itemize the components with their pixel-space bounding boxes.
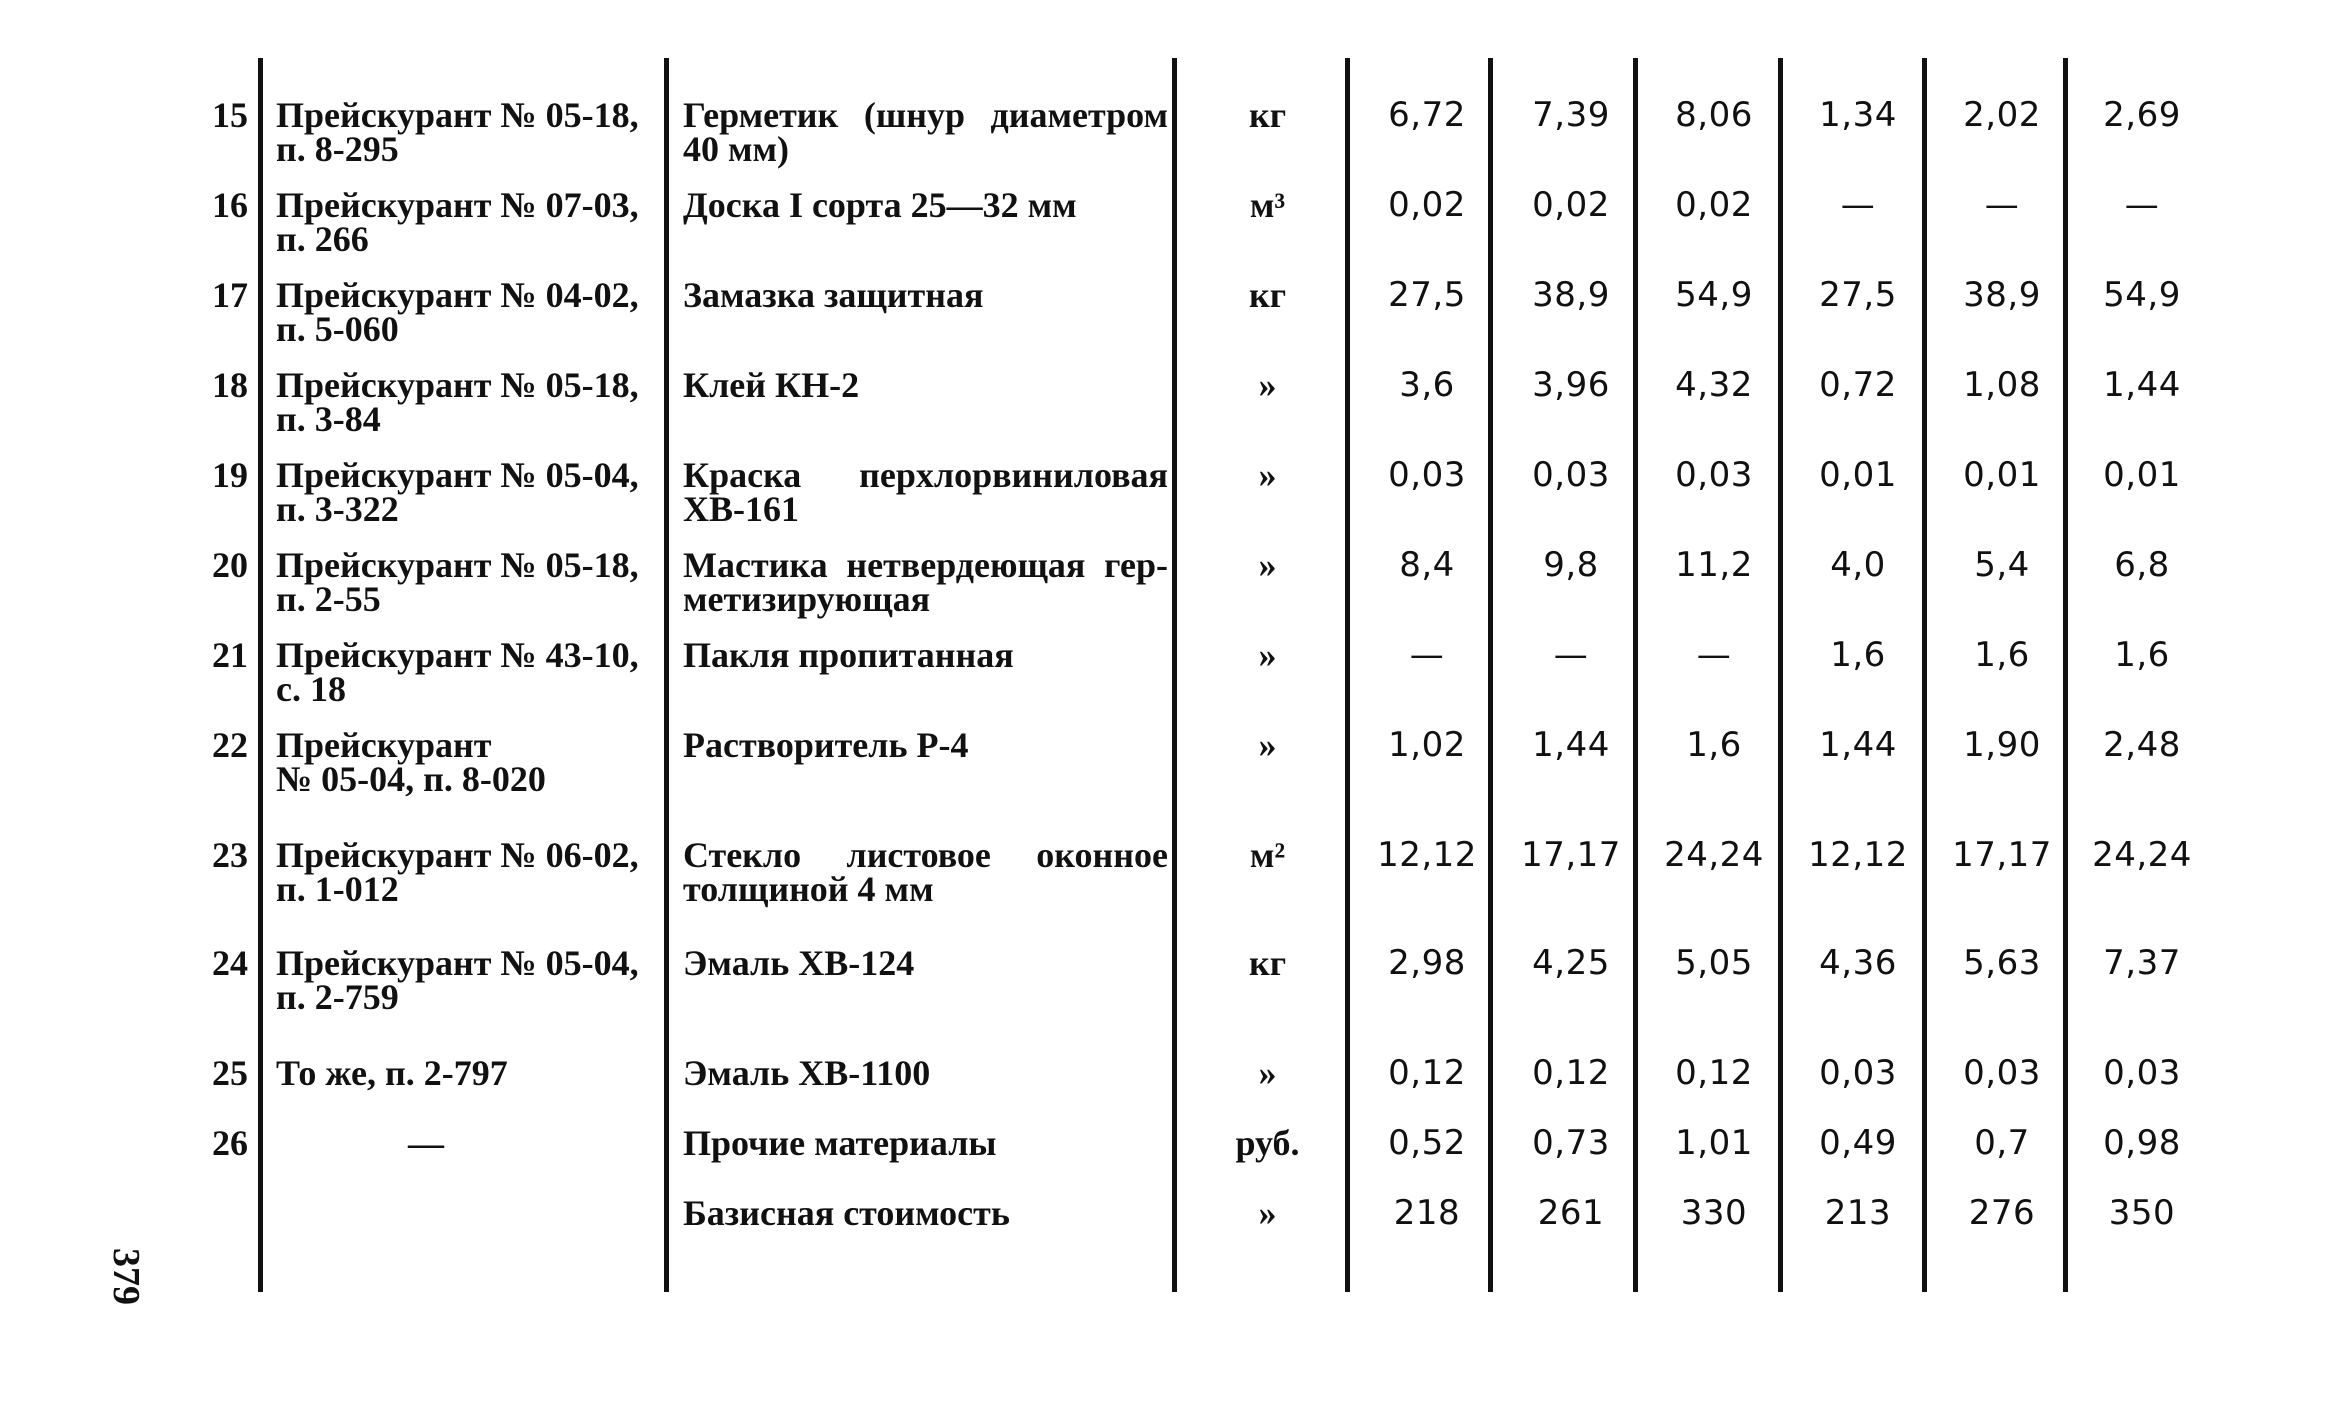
material-name xyxy=(683,455,1168,529)
value-cell: 2,48 xyxy=(2103,725,2181,765)
column-rule xyxy=(1488,58,1493,1292)
value-cell: 0,12 xyxy=(1532,1053,1610,1093)
row-number: 16 xyxy=(212,185,248,225)
value-cell: — xyxy=(1984,185,2020,225)
column-rule xyxy=(1778,58,1783,1292)
unit: руб. xyxy=(1235,1123,1300,1163)
value-cell: 0,03 xyxy=(2103,1053,2181,1093)
value-cell: 0,73 xyxy=(1532,1123,1610,1163)
value-cell: 9,8 xyxy=(1543,545,1599,585)
column-rule xyxy=(1172,58,1177,1292)
material-name xyxy=(683,185,1168,225)
price-list-reference-line: Прейскурант № 05-18, xyxy=(276,545,639,585)
value-cell: 2,98 xyxy=(1388,943,1466,983)
column-rule xyxy=(2063,58,2068,1292)
material-name xyxy=(683,725,1168,765)
price-list-reference-line: п. 8-295 xyxy=(276,129,399,169)
value-cell: 7,39 xyxy=(1532,95,1610,135)
value-cell: 0,02 xyxy=(1532,185,1610,225)
price-list-reference xyxy=(276,455,666,529)
price-list-reference-line: п. 5-060 xyxy=(276,309,399,349)
price-list-reference-line: Прейскурант № 43-10, xyxy=(276,635,639,675)
price-list-reference-line: Прейскурант xyxy=(276,725,492,765)
price-list-reference xyxy=(276,1123,666,1163)
value-cell: 350 xyxy=(2108,1193,2176,1233)
material-name-line: Пакля пропитанная xyxy=(683,635,1014,675)
value-cell: 17,17 xyxy=(1952,835,2052,875)
material-name xyxy=(683,365,1168,405)
value-cell: 54,9 xyxy=(1675,275,1753,315)
value-cell: 0,98 xyxy=(2103,1123,2181,1163)
material-name-line: Базисная стоимость xyxy=(683,1193,1010,1233)
unit: » xyxy=(1258,455,1277,495)
row-number: 18 xyxy=(212,365,248,405)
value-cell: 0,02 xyxy=(1388,185,1466,225)
material-name xyxy=(683,1193,1168,1233)
row-number: 17 xyxy=(212,275,248,315)
material-name-line: ХВ-161 xyxy=(683,489,799,529)
material-name-line: Краска перхлорвиниловая xyxy=(683,455,1168,495)
price-list-reference-line: п. 2-55 xyxy=(276,579,381,619)
value-cell: 17,17 xyxy=(1521,835,1621,875)
value-cell: 0,72 xyxy=(1819,365,1897,405)
value-cell: 5,63 xyxy=(1963,943,2041,983)
value-cell: — xyxy=(1840,185,1876,225)
value-cell: — xyxy=(2124,185,2160,225)
row-number: 24 xyxy=(212,943,248,983)
row-number: 21 xyxy=(212,635,248,675)
value-cell: 0,12 xyxy=(1388,1053,1466,1093)
price-list-reference xyxy=(276,943,666,1017)
value-cell: 8,06 xyxy=(1675,95,1753,135)
material-name xyxy=(683,943,1168,983)
price-list-reference-line: Прейскурант № 05-04, xyxy=(276,455,639,495)
value-cell: — xyxy=(1696,635,1732,675)
value-cell: 12,12 xyxy=(1377,835,1477,875)
column-rule xyxy=(1345,58,1350,1292)
price-list-reference-line: Прейскурант № 04-02, xyxy=(276,275,639,315)
material-name xyxy=(683,275,1168,315)
value-cell: 0,03 xyxy=(1532,455,1610,495)
value-cell: 1,6 xyxy=(1974,635,2030,675)
value-cell: 3,6 xyxy=(1399,365,1455,405)
value-cell: 5,4 xyxy=(1974,545,2030,585)
value-cell: 276 xyxy=(1968,1193,2036,1233)
material-name-line: Клей КН-2 xyxy=(683,365,860,405)
value-cell: 3,96 xyxy=(1532,365,1610,405)
material-name-line: Стекло листовое оконное xyxy=(683,835,1168,875)
value-cell: 1,01 xyxy=(1675,1123,1753,1163)
value-cell: 1,44 xyxy=(1819,725,1897,765)
column-rule xyxy=(1922,58,1927,1292)
value-cell: 38,9 xyxy=(1963,275,2041,315)
price-list-reference xyxy=(276,725,666,799)
price-list-reference-line: То же, п. 2-797 xyxy=(276,1053,508,1093)
material-name-line: Прочие материалы xyxy=(683,1123,997,1163)
material-name-line: Эмаль ХВ-124 xyxy=(683,943,915,983)
value-cell: 7,37 xyxy=(2103,943,2181,983)
material-name-line: Растворитель Р-4 xyxy=(683,725,969,765)
value-cell: 0,49 xyxy=(1819,1123,1897,1163)
price-list-reference xyxy=(276,635,666,709)
material-name-line: Доска I сорта 25—32 мм xyxy=(683,185,1077,225)
value-cell: 0,03 xyxy=(1963,1053,2041,1093)
unit: кг xyxy=(1248,275,1287,315)
unit: » xyxy=(1258,1053,1277,1093)
unit: м² xyxy=(1249,835,1286,875)
value-cell: 0,03 xyxy=(1388,455,1466,495)
unit: » xyxy=(1258,725,1277,765)
material-name xyxy=(683,545,1168,619)
price-list-reference-line: Прейскурант № 05-18, xyxy=(276,95,639,135)
unit: кг xyxy=(1248,95,1287,135)
material-name-line: Эмаль ХВ-1100 xyxy=(683,1053,931,1093)
value-cell: 0,12 xyxy=(1675,1053,1753,1093)
unit: » xyxy=(1258,635,1277,675)
value-cell: 0,02 xyxy=(1675,185,1753,225)
value-cell: 1,34 xyxy=(1819,95,1897,135)
price-list-reference-line: с. 18 xyxy=(276,669,346,709)
value-cell: 261 xyxy=(1537,1193,1605,1233)
page-number: 379 xyxy=(105,1248,147,1305)
value-cell: 1,44 xyxy=(1532,725,1610,765)
value-cell: 4,25 xyxy=(1532,943,1610,983)
material-name xyxy=(683,1123,1168,1163)
price-list-reference-line: Прейскурант № 05-18, xyxy=(276,365,639,405)
value-cell: 4,36 xyxy=(1819,943,1897,983)
material-name-line: 40 мм) xyxy=(683,129,790,169)
row-number: 15 xyxy=(212,95,248,135)
row-number: 23 xyxy=(212,835,248,875)
unit: » xyxy=(1258,1193,1277,1233)
value-cell: 27,5 xyxy=(1388,275,1466,315)
value-cell: 213 xyxy=(1824,1193,1892,1233)
price-list-reference xyxy=(276,545,666,619)
price-list-reference xyxy=(276,275,666,349)
price-list-reference-line: п. 3-322 xyxy=(276,489,399,529)
row-number: 26 xyxy=(212,1123,248,1163)
value-cell: — xyxy=(1553,635,1589,675)
material-name xyxy=(683,95,1168,169)
price-list-reference-line: п. 3-84 xyxy=(276,399,381,439)
price-list-reference-line: п. 2-759 xyxy=(276,977,399,1017)
value-cell: 1,6 xyxy=(2114,635,2170,675)
value-cell: 6,8 xyxy=(2114,545,2170,585)
material-name-line: метизирующая xyxy=(683,579,931,619)
value-cell: 2,69 xyxy=(2103,95,2181,135)
material-name-line: Замазка защитная xyxy=(683,275,984,315)
value-cell: 330 xyxy=(1680,1193,1748,1233)
value-cell: 27,5 xyxy=(1819,275,1897,315)
price-list-reference-line: Прейскурант № 05-04, xyxy=(276,943,639,983)
value-cell: 1,02 xyxy=(1388,725,1466,765)
unit: » xyxy=(1258,545,1277,585)
value-cell: 24,24 xyxy=(1664,835,1764,875)
material-name xyxy=(683,1053,1168,1093)
value-cell: 1,90 xyxy=(1963,725,2041,765)
price-list-reference-line: п. 1-012 xyxy=(276,869,399,909)
value-cell: 11,2 xyxy=(1675,545,1753,585)
material-name-line: толщиной 4 мм xyxy=(683,869,934,909)
value-cell: 4,32 xyxy=(1675,365,1753,405)
price-list-reference-line: — xyxy=(408,1123,444,1163)
value-cell: 6,72 xyxy=(1388,95,1466,135)
price-list-reference-line: п. 266 xyxy=(276,219,369,259)
value-cell: 0,52 xyxy=(1388,1123,1466,1163)
row-number: 20 xyxy=(212,545,248,585)
value-cell: 0,01 xyxy=(1819,455,1897,495)
value-cell: 0,03 xyxy=(1675,455,1753,495)
value-cell: 2,02 xyxy=(1963,95,2041,135)
value-cell: 5,05 xyxy=(1675,943,1753,983)
price-list-reference xyxy=(276,185,666,259)
value-cell: 218 xyxy=(1393,1193,1461,1233)
value-cell: 1,6 xyxy=(1830,635,1886,675)
value-cell: 0,03 xyxy=(1819,1053,1897,1093)
column-rule xyxy=(1633,58,1638,1292)
row-number: 19 xyxy=(212,455,248,495)
price-list-reference xyxy=(276,95,666,169)
value-cell: 54,9 xyxy=(2103,275,2181,315)
unit: кг xyxy=(1248,943,1287,983)
price-list-reference-line: № 05-04, п. 8-020 xyxy=(276,759,546,799)
material-name-line: Герметик (шнур диаметром xyxy=(683,95,1168,135)
price-list-reference-line: Прейскурант № 06-02, xyxy=(276,835,639,875)
material-name xyxy=(683,635,1168,675)
value-cell: 0,7 xyxy=(1974,1123,2030,1163)
value-cell: — xyxy=(1409,635,1445,675)
value-cell: 1,44 xyxy=(2103,365,2181,405)
column-rule xyxy=(258,58,263,1292)
value-cell: 8,4 xyxy=(1399,545,1455,585)
row-number: 22 xyxy=(212,725,248,765)
value-cell: 1,6 xyxy=(1686,725,1742,765)
value-cell: 12,12 xyxy=(1808,835,1908,875)
material-name xyxy=(683,835,1168,909)
unit: м³ xyxy=(1249,185,1286,225)
price-list-reference xyxy=(276,835,666,909)
price-list-reference xyxy=(276,1053,666,1093)
price-list-reference xyxy=(276,365,666,439)
value-cell: 1,08 xyxy=(1963,365,2041,405)
row-number: 25 xyxy=(212,1053,248,1093)
value-cell: 24,24 xyxy=(2092,835,2192,875)
unit: » xyxy=(1258,365,1277,405)
material-name-line: Мастика нетвердеющая гер- xyxy=(683,545,1168,585)
price-list-reference-line: Прейскурант № 07-03, xyxy=(276,185,639,225)
value-cell: 0,01 xyxy=(1963,455,2041,495)
value-cell: 4,0 xyxy=(1830,545,1886,585)
value-cell: 0,01 xyxy=(2103,455,2181,495)
value-cell: 38,9 xyxy=(1532,275,1610,315)
